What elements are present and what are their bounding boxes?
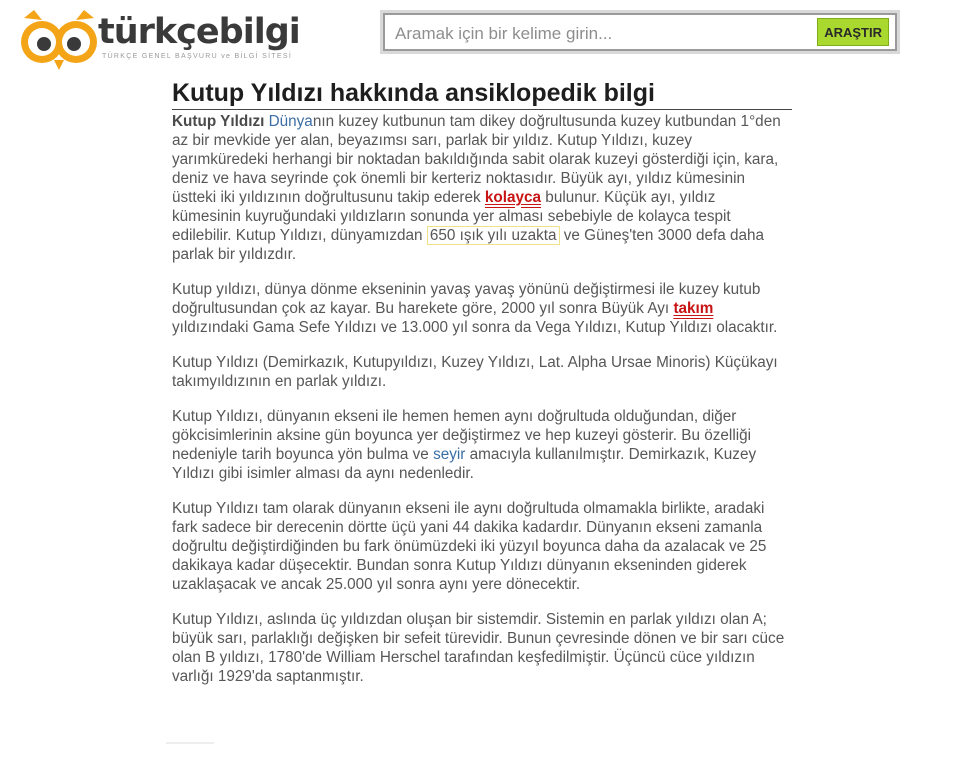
intro-text-3: ve Güneş'ten 3000 defa daha parlak bir yıldızdır.	[172, 227, 765, 263]
paragraph-intro	[172, 112, 788, 264]
search-bar	[380, 10, 900, 54]
nav-text-2: amacıyla kullanılmıştır. Demirkazık, Kuzey Yıldızı gibi isimler alması da aynı nedenledir.	[172, 446, 757, 482]
link-takim[interactable]: takım	[673, 300, 714, 317]
link-kolayca[interactable]: kolayca	[484, 189, 542, 206]
paragraph-navigation	[172, 407, 788, 483]
footer-divider	[166, 742, 214, 744]
search-field-frame	[383, 13, 897, 51]
intro-text-2: bulunur. Küçük ayı, yıldız kümesinin kuyruğundaki yıldızların sonunda yer alması sebebiyle de kolayca tespit edilebilir. Kutup Yıldızı, dünyamızdan	[172, 189, 731, 244]
intro-text-1: nın kuzey kutbunun tam dikey doğrultusunda kuzey kutbundan 1°den az bir mevkide yer alan, beyazımsı sarı, parlak bir yıldız. Kutup Yıldızı, kuzey yarımküredeki herhangi bir noktadan bakıldığında sabit olarak kuzeyi gösterdiği için, kara, deniz ve hava seyrinde çok önemli bir kerteriz noktasıdır. Büyük ayı, yıldız kümesinin üstteki iki yıldızının doğrultusunu takip ederek	[172, 113, 781, 206]
search-button[interactable]: ARAŞTIR	[817, 18, 889, 46]
nav-text-1: Kutup Yıldızı, dünyanın ekseni ile hemen hemen aynı doğrultuda olduğundan, diğer gökcisimlerinin aksine gün boyunca yer değiştirmez ve hep kuzeyi gösterir. Bu özelliği nedeniyle tarih boyunca yön bulma ve	[172, 408, 752, 463]
article-term: Kutup Yıldızı	[172, 113, 265, 130]
axis-text-2: yıldızındaki Gama Sefe Yıldızı ve 13.000 yıl sonra da Vega Yıldızı, Kutup Yıldızı olacaktır.	[172, 319, 778, 336]
page-title: Kutup Yıldızı hakkında ansiklopedik bilgi	[172, 78, 792, 110]
axis-text-1: Kutup yıldızı, dünya dönme ekseninin yavaş yavaş yönünü değiştirmesi ile kuzey kutub doğrultusundan çok az kayar. Bu harekete göre, 2000 yıl sonra Büyük Ayı	[172, 281, 761, 317]
paragraph-axis-shift	[172, 280, 788, 337]
paragraph-star-system: Kutup Yıldızı, aslında üç yıldızdan oluşan bir sistemdir. Sistemin en parlak yıldızı olan A; büyük sarı, parlaklığı değişken bir sefeit türevidir. Bunun çevresinde dönen ve bir sarı cüce olan B yıldızı, 1780'de William Herschel tarafından keşfedilmiştir. Üçüncü cüce yıldızın varlığı 1929'da saptanmıştır.	[172, 611, 785, 685]
brand-tagline: TÜRKÇE GENEL BAŞVURU ve BİLGİ SİTESİ	[102, 53, 293, 60]
article	[172, 78, 792, 686]
owl-logo-icon	[18, 8, 100, 74]
search-input[interactable]	[393, 19, 817, 49]
paragraph-precession: Kutup Yıldızı tam olarak dünyanın ekseni ile aynı doğrultuda olmamakla birlikte, aradaki fark sadece bir derecenin dörtte üçü yani 44 dakika kadardır. Dünyanın ekseni zamanla doğrultu değiştirdiğinden bu fark önümüzdeki iki yüzyıl boyunca daha da azalacak ve 25 dakikaya kadar düşecektir. Bundan sonra Kutup Yıldızı dünyanın ekseninden giderek uzaklaşacak ve ancak 25.000 yıl sonra aynı yere dönecektir.	[172, 500, 767, 593]
link-dunya[interactable]: Dünya	[268, 113, 313, 130]
paragraph-names: Kutup Yıldızı (Demirkazık, Kutupyıldızı, Kuzey Yıldızı, Lat. Alpha Ursae Minoris) Küçükayı takımyıldızının en parlak yıldızı.	[172, 354, 778, 390]
link-seyir[interactable]: seyir	[433, 446, 466, 463]
brand-name: türkçebilgi	[98, 12, 300, 52]
highlighted-distance: 650 ışık yılı uzakta	[427, 226, 560, 245]
site-logo[interactable]	[18, 8, 298, 74]
